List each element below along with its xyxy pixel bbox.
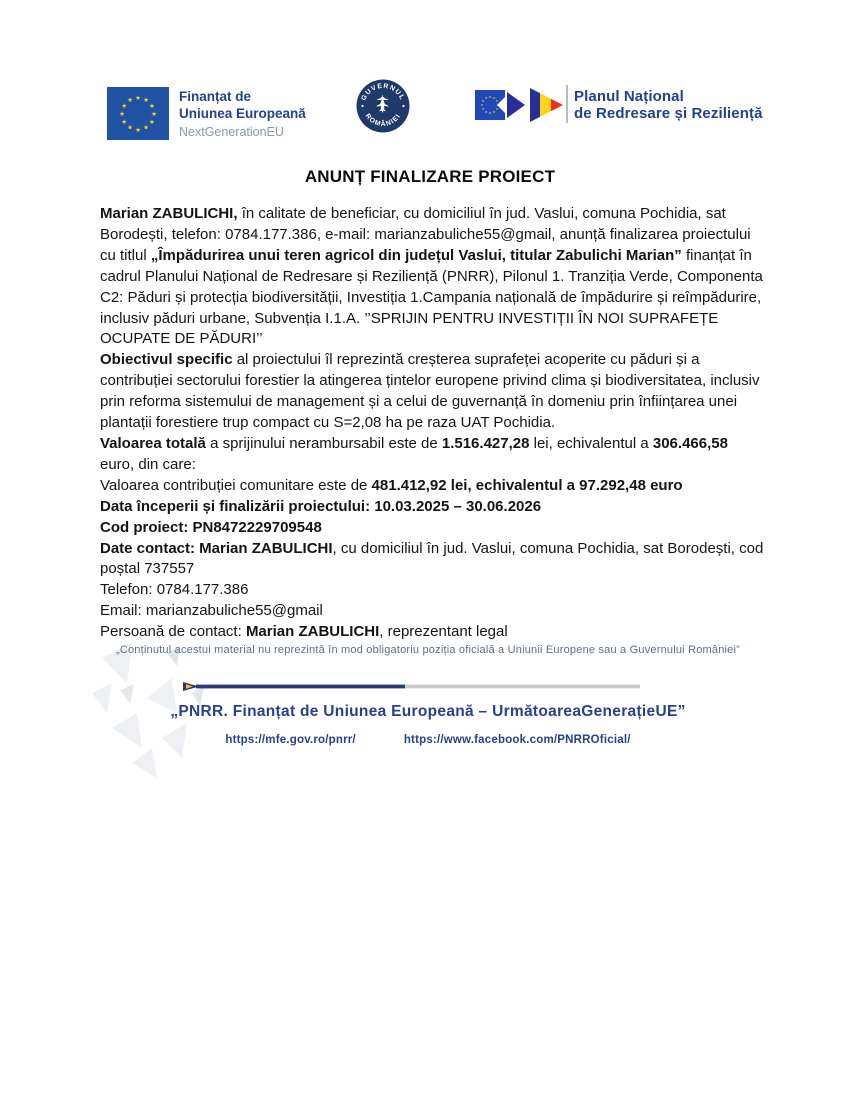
- svg-text:★: ★: [121, 117, 128, 126]
- paragraph: Telefon: 0784.177.386: [100, 581, 249, 599]
- paragraph: Valoarea totală a sprijinului nerambursabil este de 1.516.427,28 lei, echivalentul a 306.466,58 euro, din care:: [100, 434, 728, 473]
- paragraph: Date contact: Marian ZABULICHI, cu domiciliul în jud. Vaslui, comuna Pochidia, sat Borodești, cod poștal 737557: [100, 539, 764, 578]
- paragraph: Obiectivul specific al proiectului îl reprezintă creșterea suprafeței acoperite cu păduri și a contribuției sectorului forestier la atingerea țintelor europene privind clima și biodiversitatea, inclusiv prin reforma sistemului de management și a celui de guvernanță în domeniu prin înființarea unei plantații forestiere trup compact cu S=2,08 ha pe raza UAT Pochidia.: [100, 351, 760, 432]
- svg-text:★: ★: [495, 99, 499, 104]
- disclaimer-text: „Conținutul acestui material nu reprezintă în mod obligatoriu poziția oficială a Uniunii Europene sau a Guvernului României”: [115, 644, 740, 656]
- svg-text:★: ★: [135, 125, 141, 134]
- svg-text:★: ★: [127, 95, 133, 104]
- eu-flag-icon: [107, 87, 169, 140]
- romanian-government-seal-icon: [355, 78, 411, 134]
- svg-text:★: ★: [488, 95, 492, 100]
- facebook-link[interactable]: https://www.facebook.com/PNRROficial/: [403, 734, 631, 746]
- svg-text:★: ★: [151, 109, 157, 118]
- paragraph: Valoarea contribuției comunitare este de 481.412,92 lei, echivalentul a 97.292,48 euro: [100, 476, 683, 494]
- svg-text:★: ★: [495, 107, 499, 112]
- pnrr-logo-text: [574, 89, 763, 122]
- svg-text:★: ★: [488, 111, 492, 116]
- pnrr-logo-line1: Planul Național: [574, 88, 684, 105]
- svg-text:★: ★: [119, 109, 125, 118]
- pnrr-arrow-logo-icon: [475, 86, 565, 122]
- pnrr-progress-bar: [183, 681, 641, 692]
- svg-text:★: ★: [484, 96, 488, 101]
- svg-text:★: ★: [121, 101, 128, 110]
- footer-links: [90, 734, 766, 746]
- pnrr-logo-line2: de Redresare și Reziliență: [574, 104, 763, 122]
- mfe-link[interactable]: https://mfe.gov.ro/pnrr/: [225, 734, 356, 746]
- eu-logo-text: [179, 88, 306, 141]
- seal-text-top: GUVERNUL: [360, 82, 406, 102]
- svg-text:★: ★: [481, 107, 485, 112]
- svg-text:★: ★: [481, 99, 485, 104]
- svg-text:★: ★: [127, 123, 133, 132]
- pnrr-slogan: „PNRR. Finanțat de Uniunea Europeană – UrmătoareaGenerațieUE”: [170, 703, 686, 720]
- svg-text:★: ★: [143, 95, 149, 104]
- paragraph: Data începerii și finalizării proiectului: 10.03.2025 – 30.06.2026: [100, 497, 542, 515]
- svg-text:★: ★: [492, 96, 496, 101]
- eu-logo-line3: NextGenerationEU: [179, 125, 284, 139]
- seal-text-bottom: ROMÂNIEI: [363, 112, 403, 129]
- svg-text:★: ★: [492, 110, 496, 115]
- paragraph: Cod proiect: PN8472229709548: [100, 518, 322, 536]
- svg-text:★: ★: [143, 123, 149, 132]
- paragraph: Marian ZABULICHI, în calitate de beneficiar, cu domiciliul în jud. Vaslui, comuna Pochidia, sat Borodești, telefon: 0784.177.386, e-mail: marianzabuliche55@gmail, anunță finalizarea proiectului cu titlul „Împădurirea unui teren agricol din județul Vaslui, titular Zabulichi Marian” finanțat în cadrul Planului Național de Redresare și Reziliență (PNRR), Pilonul 1. Tranziția Verde, Componenta C2: Păduri și protecția biodiversității, Investiția 1.Campania națională de împădurire și reîmpădurire, inclusiv păduri urbane, Subvenția I.1.A. ’’SPRIJIN PENTRU INVESTIȚII ÎN NOI SUPRAFEȚE OCUPATE DE PĂDURI’’: [100, 205, 763, 348]
- eu-logo-line2: Uniunea Europeană: [179, 106, 306, 121]
- eu-logo-line1: Finanțat de: [179, 89, 252, 104]
- paragraph: Persoană de contact: Marian ZABULICHI, reprezentant legal: [100, 623, 508, 641]
- body-text: [100, 204, 766, 643]
- svg-text:★: ★: [148, 101, 155, 110]
- svg-text:★: ★: [480, 103, 484, 108]
- svg-text:★: ★: [148, 117, 155, 126]
- page-title: ANUNȚ FINALIZARE PROIECT: [304, 167, 556, 186]
- pnrr-logo-divider: [566, 85, 568, 123]
- svg-text:★: ★: [484, 110, 488, 115]
- paragraph: Email: marianzabuliche55@gmail: [100, 602, 323, 620]
- svg-text:★: ★: [135, 93, 141, 102]
